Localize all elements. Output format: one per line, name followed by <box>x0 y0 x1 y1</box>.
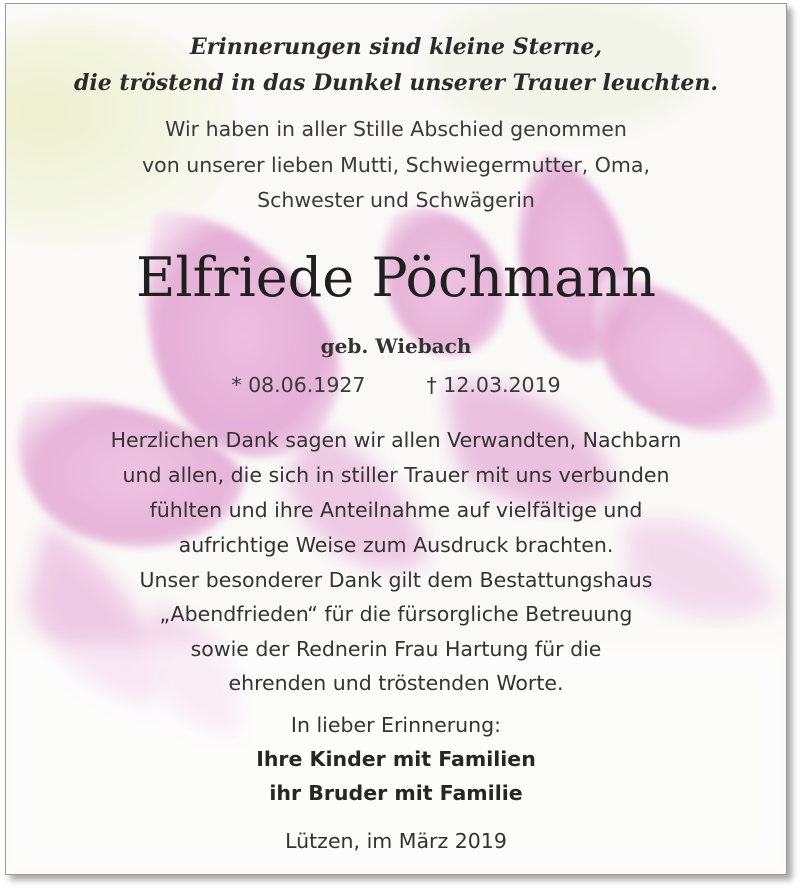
obituary-text <box>6 4 786 874</box>
thanks-line: Unser besonderer Dank gilt dem Bestattungshaus <box>139 568 653 592</box>
birth-name: geb. Wiebach <box>320 334 472 358</box>
intro-line-2: von unserer lieben Mutti, Schwiegermutter, Oma, <box>142 153 650 177</box>
thanks-line: sowie der Rednerin Frau Hartung für die <box>190 637 602 661</box>
thanks-line: Herzlichen Dank sagen wir allen Verwandten, Nachbarn <box>110 428 682 452</box>
signature-family-1: Ihre Kinder mit Familien <box>256 747 536 771</box>
thanks-line: aufrichtige Weise zum Ausdruck brachten. <box>178 533 614 557</box>
signature-family-2: ihr Bruder mit Familie <box>269 781 523 805</box>
thanks-line: und allen, die sich in stiller Trauer mit uns verbunden <box>122 463 670 487</box>
intro-line-3: Schwester und Schwägerin <box>257 188 535 212</box>
thanks-line: „Abendfrieden“ für die fürsorgliche Betreuung <box>159 602 633 626</box>
motto-line-2: die tröstend in das Dunkel unserer Trauer leuchten. <box>73 70 719 96</box>
life-dates <box>6 373 786 397</box>
birth-date: * 08.06.1927 <box>231 373 366 397</box>
deceased-name: Elfriede Pöchmann <box>135 246 657 309</box>
thanks-line: fühlten und ihre Anteilnahme auf vielfältige und <box>149 498 643 522</box>
intro-line-1: Wir haben in aller Stille Abschied genommen <box>165 117 627 141</box>
death-date: † 12.03.2019 <box>426 373 561 397</box>
thanks-line: ehrenden und tröstenden Worte. <box>228 671 564 695</box>
place-and-date: Lützen, im März 2019 <box>285 829 507 853</box>
motto-line-1: Erinnerungen sind kleine Sterne, <box>190 34 602 60</box>
obituary-card <box>5 3 787 875</box>
signature-greeting: In lieber Erinnerung: <box>290 713 502 737</box>
